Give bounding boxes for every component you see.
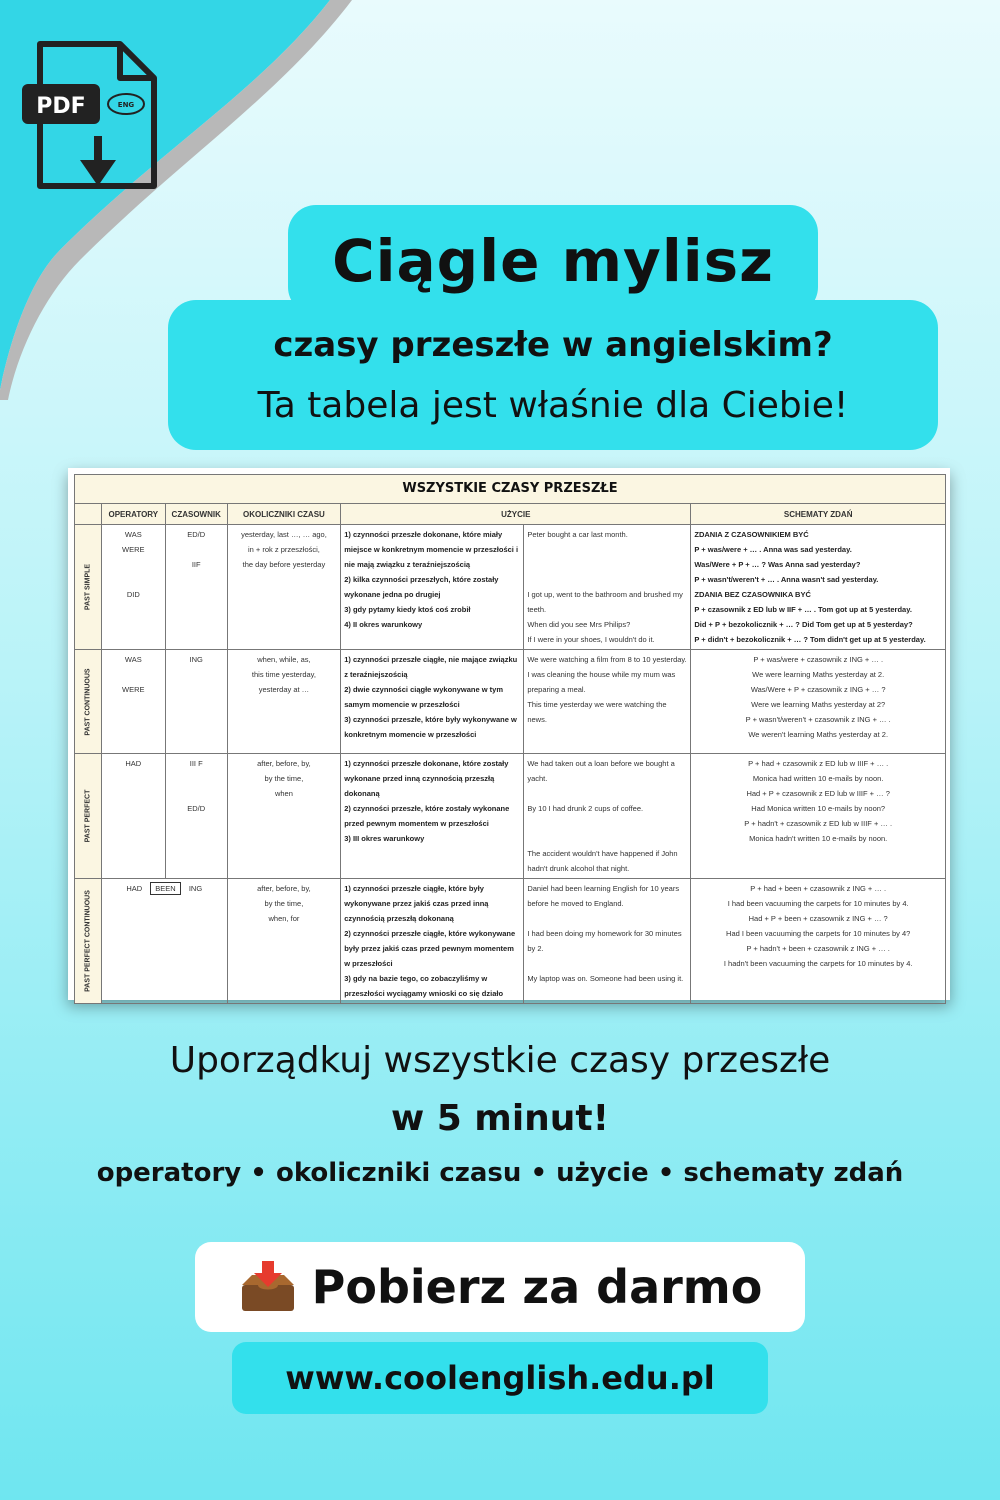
- table-row: [75, 525, 946, 650]
- scheme-cell: ZDANIA Z CZASOWNIKIEM BYĆ P + was/were + … . Anna was sad yesterday. Was/Were + P + … ? Was Anna sad yesterday? P + wasn't/weren't + … . Anna wasn't sad yesterday. ZDANIA BEZ CZASOWNIKA BYĆ P + czasownik z ED lub w IIF + … . Tom got up at 5 yesterday. Did + P + bezokolicznik + … ? Did Tom get up at 5 yesterday? P + didn't + bezokolicznik + … ? Tom didn't get up at 5 yesterday.: [691, 525, 946, 650]
- table-header-row: [75, 504, 946, 525]
- tagline-time: w 5 minut!: [390, 1098, 610, 1139]
- scheme-cell: P + had + czasownik z ED lub w IIIF + … . Monica had written 10 e-mails by noon. Had + P + czasownik z ED lub w IIIF + … ? Had Monica written 10 e-mails by noon? P + hadn't + czasownik z ED lub w IIIF + … . Monica hadn't written 10 e-mails by noon.: [691, 754, 946, 879]
- operators-value: HAD: [126, 884, 143, 893]
- use-cell: 1) czynności przeszłe dokonane, które miały miejsce w konkretnym momencie w przeszłości i nie mają związku z teraźniejszością 2) kilka czynności przeszłych, które zostały wykonane jedna po drugiej 3) gdy pytamy kiedy ktoś coś zrobił 4) II okres warunkowy: [341, 525, 524, 650]
- scheme-cell: P + had + been + czasownik z ING + … . I had been vacuuming the carpets for 10 minutes by 4. Had + P + been + czasownik z ING + … ? Had I been vacuuming the carpets for 10 minutes by 4? P + hadn't + been + czasownik z ING + … . I hadn't been vacuuming the carpets for 10 minutes by 4.: [691, 879, 946, 1004]
- headline-tagline: Ta tabela jest właśnie dla Ciebie!: [257, 385, 849, 426]
- been-box: BEEN: [150, 882, 180, 895]
- tense-label: PAST PERFECT CONTINUOUS: [84, 890, 92, 992]
- adverbials-cell: after, before, by, by the time, when, for: [227, 879, 341, 1004]
- headline-banner: [168, 205, 938, 450]
- header-schemes: SCHEMATY ZDAŃ: [691, 504, 946, 525]
- tense-label-cell: [75, 525, 102, 650]
- use-cell: 1) czynności przeszłe ciągłe, które były wykonywane przez jakiś czas przed inną czynnością przeszłą dokonaną 2) czynności przeszłe ciągłe, które wykonywane były przez jakiś czas przed pewnym momentem w przeszłości 3) gdy na bazie tego, co zobaczyliśmy w przeszłości wyciągamy wnioski co się działo: [341, 879, 524, 1004]
- inbox-tray-icon: [238, 1259, 298, 1315]
- verb-cell: ING: [165, 650, 227, 754]
- tense-label-cell: [75, 879, 102, 1004]
- use-cell: 1) czynności przeszłe ciągłe, nie mające związku z teraźniejszością 2) dwie czynności ciągłe wykonywane w tym samym momencie w przeszłości 3) czynności przeszłe, które były wykonywane w konkretnym momencie w przeszłości: [341, 650, 524, 754]
- adverbials-cell: yesterday, last …, … ago, in + rok z przeszłości, the day before yesterday: [227, 525, 341, 650]
- use-cell: 1) czynności przeszłe dokonane, które zostały wykonane przed inną czynnością przeszłą dokonaną 2) czynności przeszłe, które zostały wykonane przed pewnym momentem w przeszłości 3) III okres warunkowy: [341, 754, 524, 879]
- scheme-cell: P + was/were + czasownik z ING + … . We were learning Maths yesterday at 2. Was/Were + P + czasownik z ING + … ? Were we learning Maths yesterday at 2? P + wasn't/weren't + czasownik z ING + … . We weren't learning Maths yesterday at 2.: [691, 650, 946, 754]
- table-row: [75, 650, 946, 754]
- headline-title: Ciągle mylisz: [332, 227, 774, 295]
- operators-cell: HAD: [101, 754, 165, 879]
- tense-label: PAST CONTINUOUS: [84, 667, 92, 736]
- download-button-label: Pobierz za darmo: [311, 1260, 763, 1314]
- verb-cell: III F ED/D: [165, 754, 227, 879]
- header-use: UŻYCIE: [341, 504, 691, 525]
- tense-label: PAST PERFECT: [84, 789, 92, 843]
- example-cell: Peter bought a car last month. I got up, went to the bathroom and brushed my teeth. When did you see Mrs Philips? If I were in your shoes, I wouldn't do it.: [524, 525, 691, 650]
- operators-cell: WAS WERE: [101, 650, 165, 754]
- header-corner: [75, 504, 102, 525]
- headline-bubble-bottom: [168, 300, 938, 450]
- tense-label-cell: [75, 650, 102, 754]
- sheet-title: WSZYSTKIE CZASY PRZESZŁE: [74, 474, 946, 504]
- tense-label-cell: [75, 754, 102, 879]
- operators-verb-cell: [101, 879, 227, 1004]
- tense-label: PAST SIMPLE: [84, 563, 92, 611]
- example-cell: We were watching a film from 8 to 10 yesterday. I was cleaning the house while my mum was preparing a meal. This time yesterday we were watching the news.: [524, 650, 691, 754]
- adverbials-cell: after, before, by, by the time, when: [227, 754, 341, 879]
- pdf-label: PDF: [36, 94, 86, 119]
- table-row: [75, 879, 946, 1004]
- adverbials-cell: when, while, as, this time yesterday, yesterday at …: [227, 650, 341, 754]
- example-cell: Daniel had been learning English for 10 years before he moved to England. I had been doing my homework for 30 minutes by 2. My laptop was on. Someone had been using it.: [524, 879, 691, 1004]
- header-operators: OPERATORY: [101, 504, 165, 525]
- example-cell: We had taken out a loan before we bought a yacht. By 10 I had drunk 2 cups of coffee. The accident wouldn't have happened if John hadn't drunk alcohol that night.: [524, 754, 691, 879]
- tense-table: [74, 503, 946, 1004]
- tagline-features: operatory • okoliczniki czasu • użycie • schematy zdań: [96, 1158, 904, 1188]
- verb-cell: ED/D IIF: [165, 525, 227, 650]
- tense-table-preview: [68, 468, 950, 1000]
- header-verb: CZASOWNIK: [165, 504, 227, 525]
- tagline-main: Uporządkuj wszystkie czasy przeszłe: [169, 1040, 831, 1081]
- download-button[interactable]: [195, 1242, 805, 1332]
- brand-mini-label: ENG: [117, 101, 135, 109]
- pdf-download-icon: [22, 40, 162, 190]
- header-adverbials: OKOLICZNIKI CZASU: [227, 504, 341, 525]
- verb-value: ING: [188, 884, 203, 893]
- table-row: [75, 754, 946, 879]
- operators-cell: WAS WERE DID: [101, 525, 165, 650]
- headline-subtitle: czasy przeszłe w angielskim?: [273, 325, 833, 365]
- website-link[interactable]: www.coolenglish.edu.pl: [232, 1342, 768, 1414]
